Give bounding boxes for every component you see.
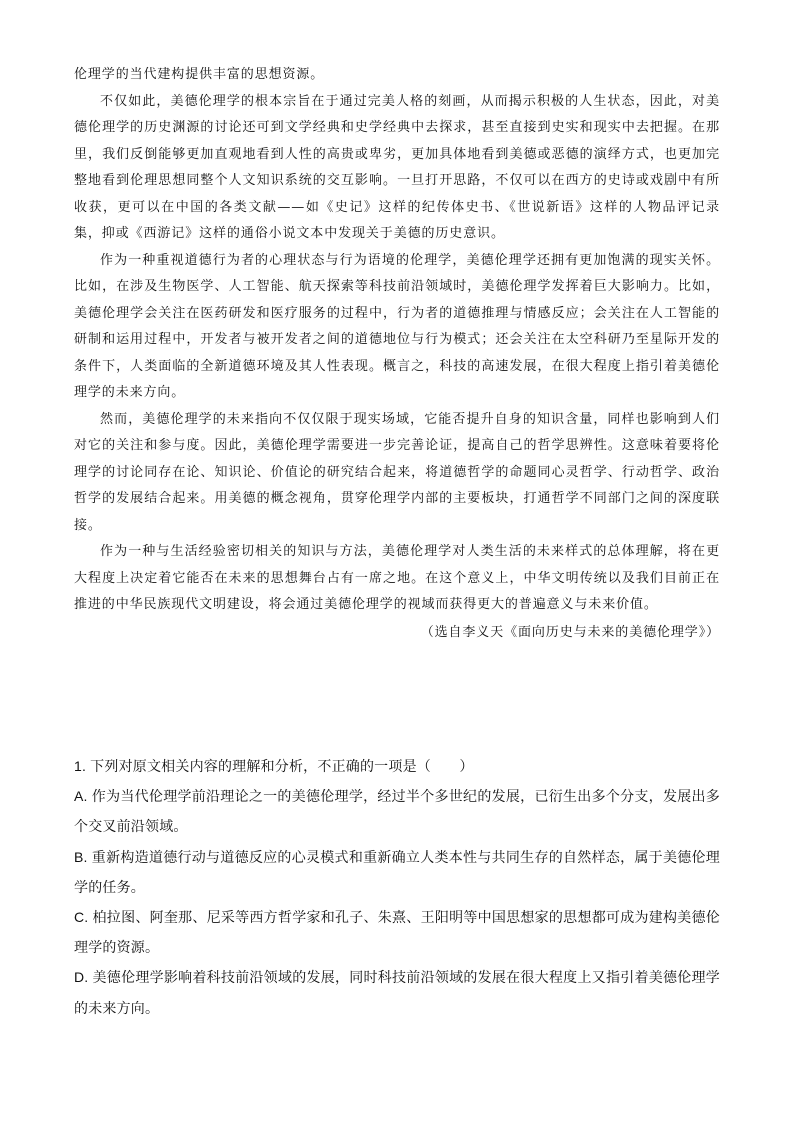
option-c: C. 柏拉图、阿奎那、尼采等西方哲学家和孔子、朱熹、王阳明等中国思想家的思想都可成为建构美德伦理学的资源。 <box>74 909 720 956</box>
passage-paragraph: 作为一种与生活经验密切相关的知识与方法，美德伦理学对人类生活的未来样式的总体理解，将在更大程度上决定着它能否在未来的思想舞台占有一席之地。在这个意义上，中华文明传统以及我们目前正在推进的中华民族现代文明建设，将会通过美德伦理学的视域而获得更大的普遍意义与未来价值。 <box>74 544 720 612</box>
passage-paragraph: 然而，美德伦理学的未来指向不仅仅限于现实场域，它能否提升自身的知识含量，同样也影响到人们对它的关注和参与度。因此，美德伦理学需要进一步完善论证，提高自己的哲学思辨性。这意味着要将伦理学的讨论同存在论、知识论、价值论的研究结合起来，将道德哲学的命题同心灵哲学、行动哲学、政治哲学的发展结合起来。用美德的概念视角，贯穿伦理学内部的主要板块，打通哲学不同部门之间的深度联接。 <box>74 411 720 533</box>
passage-source: （选自李义天《面向历史与未来的美德伦理学》） <box>420 624 720 640</box>
passage-paragraph: 作为一种重视道德行为者的心理状态与行为语境的伦理学，美德伦理学还拥有更加饱满的现实关怀。比如，在涉及生物医学、人工智能、航天探索等科技前沿领域时，美德伦理学发挥着巨大影响力。比如，美德伦理学会关注在医药研发和医疗服务的过程中，行为者的道德推理与情感反应；会关注在人工智能的研制和运用过程中，开发者与被开发者之间的道德地位与行为模式；还会关注在太空科研乃至星际开发的条件下，人类面临的全新道德环境及其人性表现。概言之，科技的高速发展，在很大程度上指引着美德伦理学的未来方向。 <box>74 252 720 400</box>
passage-paragraph: 不仅如此，美德伦理学的根本宗旨在于通过完美人格的刻画，从而揭示积极的人生状态，因此，对美德伦理学的历史渊源的讨论还可到文学经典和史学经典中去探求，甚至直接到史实和现实中去把握。在那里，我们反倒能够更加直观地看到人性的高贵或卑劣，更加具体地看到美德或恶德的演绎方式，也更加完整地看到伦理思想同整个人文知识系统的交互影响。一旦打开思路，不仅可以在西方的史诗或戏剧中有所收获，更可以在中国的各类文献——如《史记》这样的纪传体史书、《世说新语》这样的人物品评记录集，抑或《西游记》这样的通俗小说文本中发现关于美德的历史意识。 <box>74 93 720 241</box>
option-d: D. 美德伦理学影响着科技前沿领域的发展，同时科技前沿领域的发展在很大程度上又指引着美德伦理学的未来方向。 <box>74 969 720 1016</box>
question-stem: 1. 下列对原文相关内容的理解和分析，不正确的一项是（ ） <box>74 758 474 774</box>
option-b: B. 重新构造道德行动与道德反应的心灵模式和重新确立人类本性与共同生存的自然样态，属于美德伦理学的任务。 <box>74 848 720 895</box>
question-block <box>74 751 720 1023</box>
reading-passage <box>74 62 720 646</box>
option-a: A. 作为当代伦理学前沿理论之一的美德伦理学，经过半个多世纪的发展，已衍生出多个分支，发展出多个交叉前沿领域。 <box>74 788 720 835</box>
passage-paragraph: 伦理学的当代建构提供丰富的思想资源。 <box>74 67 325 82</box>
